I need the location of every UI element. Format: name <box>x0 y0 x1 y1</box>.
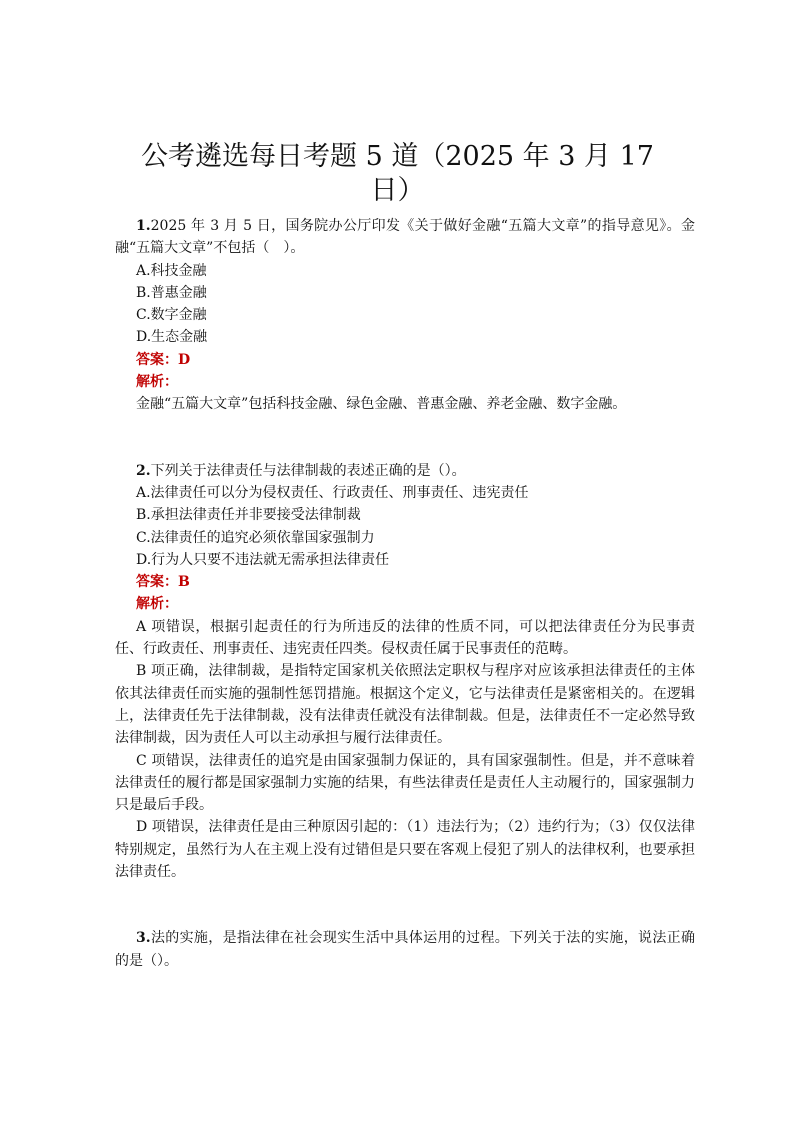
question-number: 1. <box>136 218 151 234</box>
question-2 <box>115 460 695 884</box>
answer-label: 答案：D <box>136 351 191 368</box>
question-text: 法的实施，是指法律在社会现实生活中具体运用的过程。下列关于法的实施，说法正确的是（）。 <box>115 930 695 969</box>
question-3 <box>115 927 695 972</box>
answer-label: 答案：B <box>136 574 190 591</box>
question-stem <box>115 460 695 482</box>
option-a: A.法律责任可以分为侵权责任、行政责任、刑事责任、违宪责任 <box>136 484 529 501</box>
spacer <box>115 416 695 438</box>
option-a: A.科技金融 <box>136 262 207 279</box>
option-c: C.数字金融 <box>136 307 207 324</box>
option-d: D.生态金融 <box>136 329 208 346</box>
question-stem <box>115 215 695 260</box>
analysis-paragraph: B 项正确，法律制裁，是指特定国家机关依照法定职权与程序对应该承担法律责任的主体依其法律责任而实施的强制性惩罚措施。根据这个定义，它与法律责任是紧密相关的。在逻辑上，法律责任先于法律制裁，没有法律责任就没有法律制裁。但是，法律责任不一定必然导致法律制裁，因为责任人可以主动承担与履行法律责任。 <box>115 663 695 747</box>
analysis-paragraph: A 项错误，根据引起责任的行为所违反的法律的性质不同，可以把法律责任分为民事责任、行政责任、刑事责任、违宪责任四类。侵权责任属于民事责任的范畴。 <box>115 618 695 658</box>
analysis-label: 解析： <box>136 374 178 391</box>
question-1 <box>115 215 695 416</box>
option-c: C.法律责任的追究必须依靠国家强制力 <box>136 529 375 546</box>
spacer <box>115 905 695 927</box>
option-b: B.普惠金融 <box>136 284 207 301</box>
question-text: 下列关于法律责任与法律制裁的表述正确的是（）。 <box>150 462 466 479</box>
spacer <box>115 438 695 460</box>
analysis-paragraph: D 项错误，法律责任是由三种原因引起的：（1）违法行为；（2）违约行为；（3）仅仅法律特别规定，虽然行为人在主观上没有过错但是只要在客观上侵犯了别人的法律权利，也要承担法律责任。 <box>115 819 695 881</box>
option-d: D.行为人只要不违法就无需承担法律责任 <box>136 551 390 568</box>
question-list <box>115 215 695 972</box>
question-number: 3. <box>136 930 151 947</box>
analysis-paragraph: C 项错误，法律责任的追究是由国家强制力保证的，具有国家强制性。但是，并不意味着法律责任的履行都是国家强制力实施的结果，有些法律责任是责任人主动履行的，国家强制力只是最后手段。 <box>115 752 695 814</box>
option-b: B.承担法律责任并非要接受法律制裁 <box>136 507 361 524</box>
question-stem <box>115 927 695 972</box>
analysis-label: 解析： <box>136 596 178 613</box>
question-text: 2025 年 3 月 5 日，国务院办公厅印发《关于做好金融“五篇大文章”的指导意见》。金融“五篇大文章”不包括（ ）。 <box>115 218 695 257</box>
page-title: 公考遴选每日考题 5 道（2025 年 3 月 17 日） <box>141 141 654 206</box>
spacer <box>115 883 695 905</box>
analysis-paragraph: 金融“五篇大文章”包括科技金融、绿色金融、普惠金融、养老金融、数字金融。 <box>136 396 627 413</box>
question-number: 2. <box>136 462 151 479</box>
